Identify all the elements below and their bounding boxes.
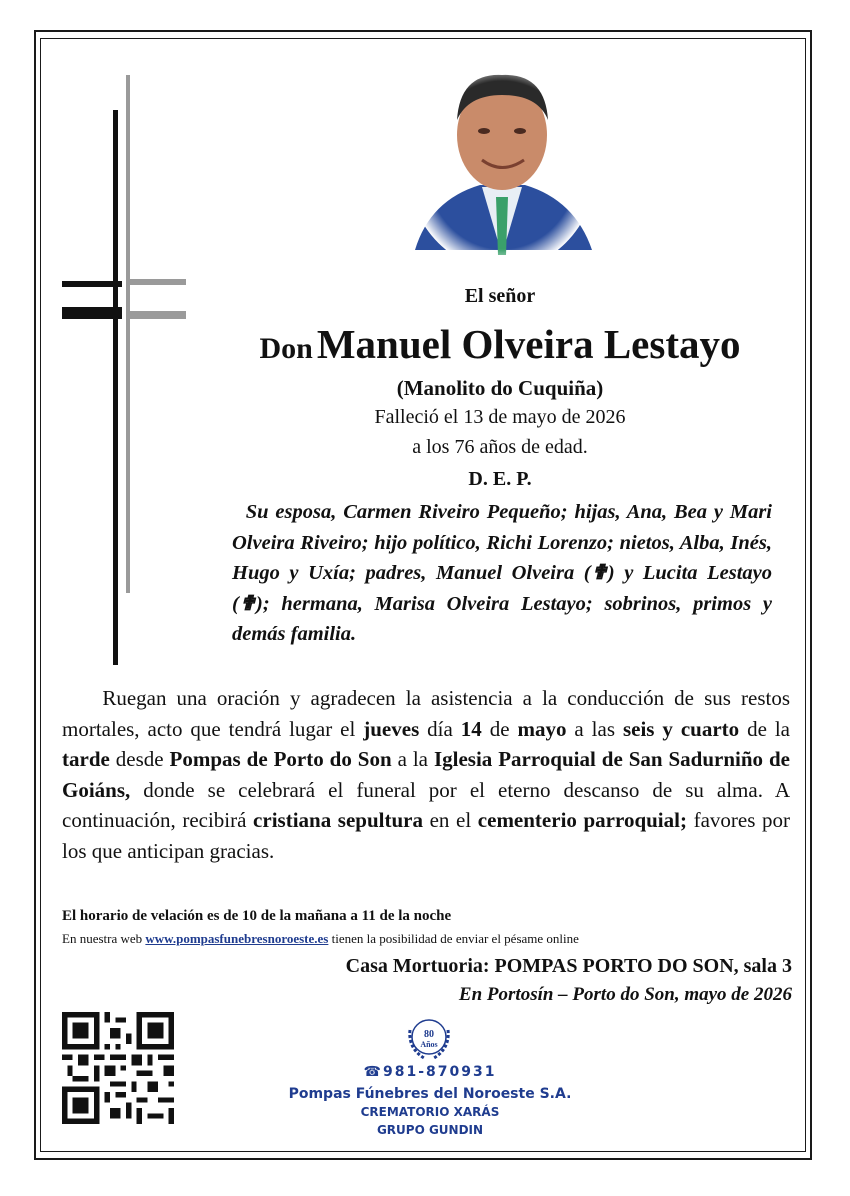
body-text: favores por los que anticipan gracias. <box>62 808 790 863</box>
body-bold: mayo <box>517 716 567 741</box>
group-name: GRUPO GUNDIN <box>376 1123 484 1137</box>
title-prefix: Don <box>259 332 313 365</box>
portrait-photo <box>410 65 595 265</box>
anniversary-badge-icon <box>402 1010 456 1064</box>
body-bold: jueves <box>363 716 420 741</box>
body-bold: Iglesia Parroquial de San Sadurniño de Goiáns, <box>62 747 790 802</box>
family-text-1: Su esposa, Carmen Riveiro Pequeño; hijas, Ana, Bea y Mari Olveira Riveiro; hijo político, Richi Lorenzo; nietos, Alba, Inés, Hugo y Uxía; padres, Manuel Olveira ( <box>232 501 773 584</box>
body-text: a la <box>391 747 434 771</box>
body-text: desde <box>109 747 170 771</box>
funeral-home: Casa Mortuoria: POMPAS PORTO DO SON, sala 3 <box>345 955 792 977</box>
body-text: en el <box>423 808 478 832</box>
web-notice <box>62 931 579 947</box>
body-bold: 14 <box>460 716 482 741</box>
cross-glyph-icon: ✟ <box>238 592 257 615</box>
body-bold: cristiana sepultura <box>253 808 423 832</box>
body-text: día <box>419 716 461 741</box>
cross-glyph-icon: ✟ <box>590 562 608 584</box>
badge-number: 80 <box>424 1029 434 1040</box>
family-list <box>232 497 772 650</box>
cross-icon <box>60 75 190 675</box>
company-name: Pompas Fúnebres del Noroeste S.A. <box>288 1086 572 1102</box>
full-name: Manuel Olveira Lestayo <box>316 321 741 367</box>
body-text: a las <box>566 716 623 741</box>
body-text: Ruegan una oración y agradecen la asistencia a la conducción de sus restos mortales, acto que tendrá lugar el <box>62 686 790 741</box>
body-text: de la <box>739 716 790 741</box>
deceased-name <box>215 320 785 368</box>
web-suffix: tienen la posibilidad de enviar el pésame online <box>328 931 579 946</box>
body-bold: cementerio parroquial; <box>477 808 687 832</box>
body-bold: Pompas de Porto do Son <box>169 747 392 771</box>
body-bold: tarde <box>62 747 110 771</box>
body-bold: seis y cuarto <box>622 716 740 741</box>
badge-text: Años <box>420 1040 438 1049</box>
place-date: En Portosín – Porto do Son, mayo de 2026 <box>458 984 792 1005</box>
body-text: donde se celebrará el funeral por el eterno descanso de su alma. A continuación, recibirá <box>62 777 790 832</box>
intro-text: El señor <box>464 285 536 307</box>
phone-line <box>270 1064 590 1080</box>
phone-icon: ☎ <box>363 1064 383 1080</box>
phone-number: 981-870931 <box>382 1064 497 1080</box>
death-date: Falleció el 13 de mayo de 2026 <box>374 406 626 428</box>
family-text-3: ); hermana, Marisa Olveira Lestayo; sobrinos, primos y demás familia. <box>232 592 772 645</box>
website-link[interactable]: www.pompasfunebresnoroeste.es <box>145 931 329 946</box>
family-text-2: ) y Lucita Lestayo ( <box>232 562 772 615</box>
nickname: (Manolito do Cuquiña) <box>396 376 604 400</box>
viewing-hours: El horario de velación es de 10 de la mañana a 11 de la noche <box>62 908 452 924</box>
ceremony-paragraph <box>62 683 790 866</box>
age: a los 76 años de edad. <box>412 436 588 458</box>
crematorium-name: CREMATORIO XARÁS <box>360 1105 500 1119</box>
qr-code-icon[interactable] <box>62 1012 174 1124</box>
rip-text: D. E. P. <box>468 468 532 490</box>
body-text: de <box>481 716 518 741</box>
web-prefix: En nuestra web <box>62 931 146 946</box>
